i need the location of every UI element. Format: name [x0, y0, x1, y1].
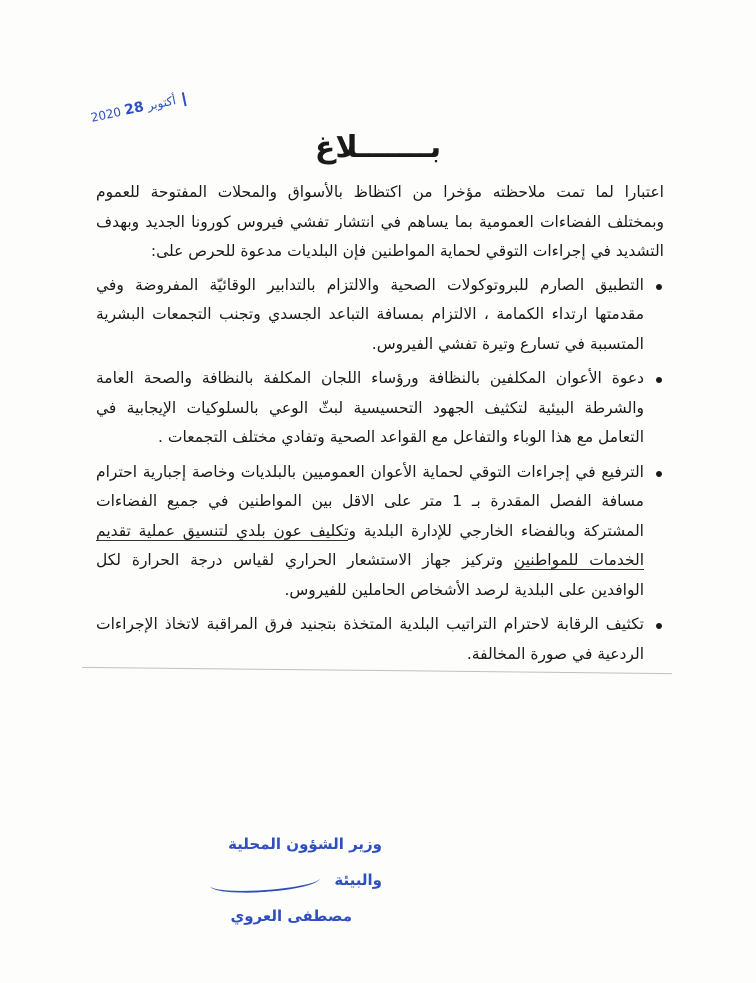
point-text: تكثيف الرقابة لاحترام التراتيب البلدية المتخذة بتجنيد فرق المراقبة لاتخاذ الإجراءات الردعية في صورة المخالفة.	[96, 615, 644, 663]
list-item	[96, 271, 664, 360]
stamp-day: 28	[123, 98, 146, 119]
point-text-before: الترفيع في إجراءات التوقي لحماية الأعوان العموميين بالبلديات وخاصة إجبارية احترام مسافة الفصل المقدرة بـ 1 متر على الاقل بين المواطنين في جميع الفضاءات المشتركة وبالفضاء الخارجي للإدارة البلدية و	[96, 462, 644, 540]
signature-name: مصطفى العروي	[230, 907, 352, 925]
points-list	[96, 271, 664, 670]
point-text-underlined: تكليف عون بلدي لتنسيق عملية تقديم الخدمات للمواطنين	[96, 521, 644, 569]
date-stamp	[89, 90, 187, 126]
stamp-mark	[182, 92, 187, 106]
stamp-year: 2020	[89, 104, 123, 125]
list-item	[96, 364, 664, 453]
signature-role: وزير الشؤون المحلية والبيئة	[228, 835, 382, 889]
stamp-month: أكتوبر	[146, 93, 178, 113]
point-text: التطبيق الصارم للبروتوكولات الصحية والالتزام بالتدابير الوقائيّة المفروضة وفي مقدمتها ارتداء الكمامة ، الالتزام بمسافة التباعد الجسدي وتجنب التجمعات البشرية المتسببة في تسارع وتيرة تفشي الفيروس.	[96, 275, 644, 353]
document-title: بـــــــلاغ	[314, 130, 442, 165]
list-item	[96, 458, 664, 606]
document-body	[96, 178, 664, 674]
list-item	[96, 610, 664, 669]
point-text-after: وتركيز جهاز الاستشعار الحراري لقياس درجة الحرارة لكل الوافدين على البلدية لرصد الأشخاص الحاملين للفيروس.	[96, 551, 644, 599]
point-text: دعوة الأعوان المكلفين بالنظافة ورؤساء اللجان المكلفة بالنظافة والصحة العامة والشرطة البيئية لتكثيف الجهود التحسيسية لبثّ الوعي بالسلوكيات الإيجابية في التعامل مع هذا الوباء والتفاعل مع القواعد الصحية وتفادي مختلف التجمعات .	[96, 369, 644, 446]
intro-paragraph: اعتبارا لما تمت ملاحظته مؤخرا من اكتظاظ بالأسواق والمحلات المفتوحة للعموم وبمختلف الفضاءات العمومية بما يساهم في انتشار تفشي فيروس كورونا الجديد وبهدف التشديد في إجراءات التوقي لحماية المواطنين فإن البلديات مدعوة للحرص على:	[96, 183, 664, 260]
